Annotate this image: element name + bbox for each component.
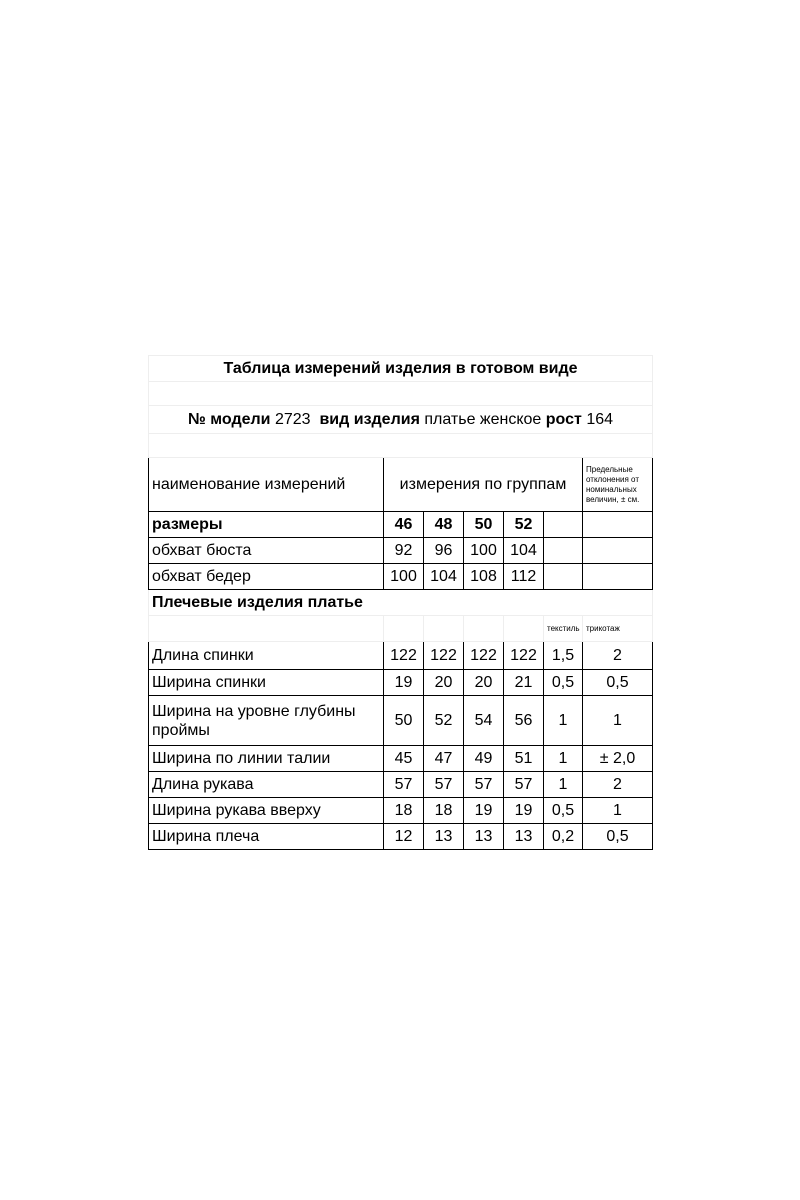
measurement-value: 57 <box>504 772 544 798</box>
sizes-label: размеры <box>149 512 384 538</box>
empty-cell <box>504 616 544 642</box>
header-groups-column: измерения по группам <box>384 458 583 512</box>
measurement-value: 21 <box>504 670 544 696</box>
textile-tolerance: 1 <box>544 746 583 772</box>
measurement-value: 104 <box>424 564 464 590</box>
product-row <box>149 670 653 696</box>
measurement-value: 47 <box>424 746 464 772</box>
subheader-knit: трикотаж <box>583 616 653 642</box>
measurement-value: 122 <box>464 642 504 670</box>
product-row <box>149 824 653 850</box>
textile-tolerance: 1,5 <box>544 642 583 670</box>
measurement-name: Ширина на уровне глубины проймы <box>149 696 384 746</box>
knit-tolerance: 2 <box>583 772 653 798</box>
measurement-name: Длина рукава <box>149 772 384 798</box>
measurement-value: 45 <box>384 746 424 772</box>
measurement-name: Ширина плеча <box>149 824 384 850</box>
model-line <box>149 406 653 434</box>
measurement-value: 20 <box>424 670 464 696</box>
measurement-value: 57 <box>464 772 504 798</box>
product-row <box>149 772 653 798</box>
model-label: № модели <box>187 411 271 428</box>
empty-cell <box>544 538 583 564</box>
height-label: рост <box>545 411 582 428</box>
knit-tolerance: 2 <box>583 642 653 670</box>
body-row-hips <box>149 564 653 590</box>
measurement-value: 108 <box>464 564 504 590</box>
spacer-row <box>149 382 653 406</box>
empty-cell <box>583 538 653 564</box>
product-row <box>149 642 653 670</box>
measurement-value: 122 <box>424 642 464 670</box>
measurement-name: обхват бюста <box>149 538 384 564</box>
measurement-value: 122 <box>384 642 424 670</box>
height-value: 164 <box>586 411 614 428</box>
type-value: платье женское <box>424 411 542 428</box>
empty-cell <box>544 564 583 590</box>
measurement-value: 52 <box>424 696 464 746</box>
empty-cell <box>149 616 384 642</box>
measurement-name: Длина спинки <box>149 642 384 670</box>
measurement-value: 104 <box>504 538 544 564</box>
textile-tolerance: 0,2 <box>544 824 583 850</box>
product-row <box>149 746 653 772</box>
knit-tolerance: 0,5 <box>583 824 653 850</box>
measurement-value: 122 <box>504 642 544 670</box>
measurement-name: обхват бедер <box>149 564 384 590</box>
measurement-value: 19 <box>464 798 504 824</box>
size-value: 52 <box>504 512 544 538</box>
sizes-row <box>149 512 653 538</box>
measurement-value: 18 <box>424 798 464 824</box>
measurement-sheet <box>148 355 652 850</box>
measurement-value: 100 <box>384 564 424 590</box>
knit-tolerance: ± 2,0 <box>583 746 653 772</box>
table-title: Таблица измерений изделия в готовом виде <box>149 356 653 382</box>
spacer-row <box>149 434 653 458</box>
size-value: 46 <box>384 512 424 538</box>
empty-cell <box>583 564 653 590</box>
section-title: Плечевые изделия платье <box>149 590 653 616</box>
measurement-name: Ширина по линии талии <box>149 746 384 772</box>
empty-cell <box>583 512 653 538</box>
measurement-value: 49 <box>464 746 504 772</box>
measurement-name: Ширина рукава вверху <box>149 798 384 824</box>
measurement-value: 57 <box>424 772 464 798</box>
textile-tolerance: 0,5 <box>544 798 583 824</box>
subheader-textile: текстиль <box>544 616 583 642</box>
knit-tolerance: 1 <box>583 696 653 746</box>
measurement-value: 18 <box>384 798 424 824</box>
measurement-value: 20 <box>464 670 504 696</box>
measurement-table <box>148 355 653 850</box>
textile-tolerance: 1 <box>544 696 583 746</box>
measurement-value: 54 <box>464 696 504 746</box>
measurement-value: 57 <box>384 772 424 798</box>
measurement-value: 13 <box>424 824 464 850</box>
measurement-value: 100 <box>464 538 504 564</box>
measurement-value: 19 <box>504 798 544 824</box>
measurement-name: Ширина спинки <box>149 670 384 696</box>
empty-cell <box>384 616 424 642</box>
empty-cell <box>424 616 464 642</box>
empty-cell <box>544 512 583 538</box>
product-row <box>149 696 653 746</box>
textile-tolerance: 0,5 <box>544 670 583 696</box>
measurement-value: 13 <box>504 824 544 850</box>
header-name-column: наименование измерений <box>149 458 384 512</box>
measurement-value: 19 <box>384 670 424 696</box>
header-tolerance-column: Предельные отклонения от номинальных величин, ± см. <box>583 458 653 512</box>
empty-cell <box>464 616 504 642</box>
knit-tolerance: 0,5 <box>583 670 653 696</box>
measurement-value: 13 <box>464 824 504 850</box>
knit-tolerance: 1 <box>583 798 653 824</box>
body-row-bust <box>149 538 653 564</box>
product-row <box>149 798 653 824</box>
type-label: вид изделия <box>319 411 420 428</box>
measurement-value: 92 <box>384 538 424 564</box>
measurement-value: 56 <box>504 696 544 746</box>
size-value: 48 <box>424 512 464 538</box>
measurement-value: 50 <box>384 696 424 746</box>
measurement-value: 96 <box>424 538 464 564</box>
measurement-value: 12 <box>384 824 424 850</box>
measurement-value: 51 <box>504 746 544 772</box>
measurement-value: 112 <box>504 564 544 590</box>
model-number: 2723 <box>274 411 311 428</box>
size-value: 50 <box>464 512 504 538</box>
textile-tolerance: 1 <box>544 772 583 798</box>
